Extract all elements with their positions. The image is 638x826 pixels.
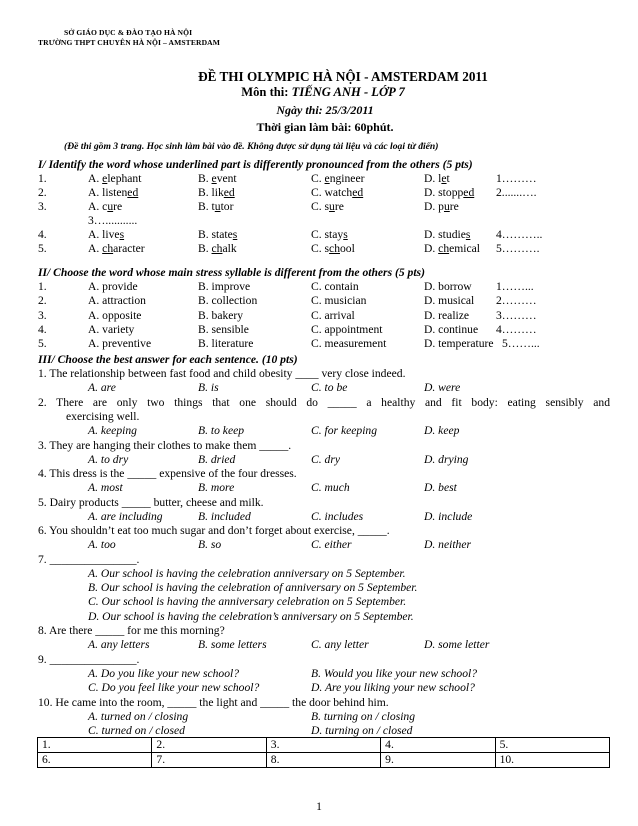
answer-blank: 5………. <box>496 242 540 255</box>
section1-heading: I/ Identify the word whose underlined part is differently pronounced from the others (5 pts) <box>38 158 473 171</box>
underlined-part: ed <box>463 186 475 199</box>
option-a <box>88 200 122 214</box>
answer-row <box>38 753 610 768</box>
option-c: C. includes <box>311 510 364 523</box>
option-b: B. bakery <box>198 308 244 322</box>
option-d <box>424 242 480 256</box>
option-text: emical <box>449 242 481 255</box>
question-text: 10. He came into the room, _____ the light and _____ the door behind him. <box>38 696 389 709</box>
options-row <box>0 481 638 495</box>
option-c: C. much <box>311 481 350 494</box>
option-text: A. c <box>88 200 108 213</box>
option-text: D. stopp <box>424 186 464 199</box>
question-number: 3. <box>38 200 47 213</box>
question-row <box>0 337 638 351</box>
option-a: A. provide <box>88 280 138 293</box>
answer-blank: 4……… <box>496 322 537 336</box>
section2-heading: II/ Choose the word whose main stress syllable is different from the others (5 pts) <box>38 266 425 279</box>
option-b: B. dried <box>198 453 236 466</box>
question-number: 5. <box>38 337 47 351</box>
options-row <box>0 638 638 652</box>
answer-blank: 2.......…. <box>496 186 537 199</box>
answer-cell: 9. <box>381 753 495 768</box>
answer-cell: 3. <box>266 738 380 753</box>
option-a: A. are including <box>88 510 163 523</box>
option-text: ngineer <box>329 172 365 185</box>
option-a: A. most <box>88 481 123 494</box>
option-text: B. <box>198 172 212 185</box>
option-b: B. some letters <box>198 638 267 651</box>
option-c: C. dry <box>311 453 340 466</box>
option-c: C. turned on / closed <box>88 724 185 737</box>
option-text: D. p <box>424 200 444 213</box>
option-a: A. variety <box>88 322 135 336</box>
option-a <box>88 172 141 186</box>
option-c: C. for keeping <box>311 424 378 437</box>
underlined-part: u <box>329 200 335 213</box>
page-number: 1 <box>316 800 322 813</box>
exam-subject <box>0 86 638 100</box>
answer-blank: 2……… <box>496 294 537 308</box>
answer-cell: 10. <box>495 753 609 768</box>
option-b <box>198 172 237 186</box>
option-b: B. so <box>198 538 222 551</box>
options-row <box>0 538 638 552</box>
option-text: B. <box>198 242 212 255</box>
question-text: 9. _______________. <box>38 653 140 666</box>
option-b: B. literature <box>198 337 254 351</box>
answer-blank: 1……… <box>496 172 537 185</box>
question-row <box>0 242 638 256</box>
option-a <box>88 186 138 200</box>
option-b: B. Would you like your new school? <box>311 667 478 680</box>
underlined-part: ch <box>211 242 223 255</box>
question-row <box>0 200 638 214</box>
answer-cell: 6. <box>38 753 152 768</box>
option-a: A. Our school is having the celebration anniversary on 5 September. <box>88 567 406 580</box>
question-number: 3. <box>38 308 47 322</box>
option-d: D. musical <box>424 294 475 308</box>
option-b <box>198 242 237 256</box>
option-b: B. sensible <box>198 322 249 336</box>
option-c: C. appointment <box>311 322 383 336</box>
underlined-part: e <box>211 172 217 185</box>
option-b <box>198 186 235 200</box>
option-d: D. neither <box>424 538 472 551</box>
header-department: SỞ GIÁO DỤC & ĐÀO TẠO HÀ NỘI <box>64 28 193 37</box>
question-text: 3. They are hanging their clothes to make them _____. <box>38 439 292 452</box>
option-a <box>88 242 145 256</box>
option-b: B. turning on / closing <box>311 710 416 723</box>
option-d <box>424 228 470 242</box>
option-b: B. more <box>198 481 235 494</box>
option-c: C. musician <box>311 294 367 308</box>
option-text: C. <box>311 172 325 185</box>
option-text: A. live <box>88 228 120 241</box>
answer-cell: 1. <box>38 738 152 753</box>
question-number: 4. <box>38 322 47 336</box>
option-text: D. <box>424 242 439 255</box>
question-number: 2. <box>38 186 47 199</box>
option-c <box>311 172 364 186</box>
question-row <box>0 280 638 294</box>
option-c: C. to be <box>311 381 348 394</box>
option-text: B. lik <box>198 186 224 199</box>
option-c <box>311 186 363 200</box>
option-b: B. collection <box>198 294 258 308</box>
option-d: D. borrow <box>424 280 472 293</box>
question-number: 1. <box>38 280 47 293</box>
underlined-part: e <box>324 172 330 185</box>
option-a: A. to dry <box>88 453 129 466</box>
option-d <box>424 172 450 186</box>
option-a: A. too <box>88 538 116 551</box>
answer-blank-3 <box>0 214 638 228</box>
option-c: C. contain <box>311 280 359 293</box>
option-text: B. state <box>198 228 233 241</box>
option-c: C. arrival <box>311 308 355 322</box>
option-c <box>311 242 355 256</box>
options-row <box>0 381 638 395</box>
option-text: D. studie <box>424 228 466 241</box>
answer-cell: 5. <box>495 738 609 753</box>
option-text: re <box>449 200 459 213</box>
question-row <box>0 309 638 323</box>
option-d: D. temperature <box>424 337 494 351</box>
section3-heading: III/ Choose the best answer for each sentence. (10 pts) <box>38 353 298 366</box>
option-text: A. <box>88 172 103 185</box>
answer-row <box>38 738 610 753</box>
option-text: re <box>334 200 344 213</box>
option-a: A. preventive <box>88 337 152 351</box>
underlined-part: ed <box>352 186 364 199</box>
option-text: t <box>446 172 450 185</box>
option-text: lephant <box>107 172 142 185</box>
option-d: D. best <box>424 481 457 494</box>
option-d: D. drying <box>424 453 469 466</box>
option-d <box>424 200 459 214</box>
answer-blank: 4……….. <box>496 228 543 241</box>
option-text: D. l <box>424 172 442 185</box>
answer-blank: 3……… <box>496 308 537 322</box>
option-d: D. Are you liking your new school? <box>311 681 475 694</box>
option-text: B. t <box>198 200 215 213</box>
question-text: 4. This dress is the _____ expensive of the four dresses. <box>38 467 297 480</box>
question-text: 5. Dairy products _____ butter, cheese and milk. <box>38 496 264 509</box>
question-number: 1. <box>38 172 47 185</box>
option-b <box>198 200 233 214</box>
option-a: A. Do you like your new school? <box>88 667 240 680</box>
underlined-part: u <box>214 200 221 213</box>
underlined-part: ch <box>329 242 340 255</box>
underlined-part: ed <box>127 186 139 199</box>
question-number: 5. <box>38 242 47 255</box>
option-a: A. turned on / closing <box>88 710 189 723</box>
option-d: D. include <box>424 510 473 523</box>
option-a: A. attraction <box>88 294 146 308</box>
question-text: exercising well. <box>66 410 140 423</box>
option-c <box>311 228 348 242</box>
option-c: C. Our school is having the anniversary celebration on 5 September. <box>88 595 407 609</box>
underlined-part: u <box>107 200 114 213</box>
question-text: 8. Are there _____ for me this morning? <box>38 624 225 637</box>
options-row <box>0 453 638 467</box>
option-text: A. <box>88 242 103 255</box>
subject-label: Môn thi: <box>241 85 289 99</box>
answer-blank: 3…........... <box>88 214 138 227</box>
answer-blank: 5……... <box>502 337 540 351</box>
question-row <box>0 294 638 308</box>
option-text: alk <box>222 242 237 255</box>
option-c: C. Do you feel like your new school? <box>88 681 260 694</box>
option-text: C. s <box>311 242 330 255</box>
exam-title: ĐỀ THI OLYMPIC HÀ NỘI - AMSTERDAM 2011 <box>198 69 488 84</box>
options-row <box>0 510 638 524</box>
answer-cell: 8. <box>266 753 380 768</box>
option-b: B. included <box>198 510 251 523</box>
answer-cell: 7. <box>152 753 266 768</box>
option-text: C. watch <box>311 186 353 199</box>
option-d: D. turning on / closed <box>311 724 413 737</box>
subject-value: TIẾNG ANH - LỚP 7 <box>291 85 405 99</box>
option-b <box>198 228 237 242</box>
exam-date: Ngày thi: 25/3/2011 <box>276 103 374 117</box>
question-number: 4. <box>38 228 47 241</box>
question-text: 7. _______________. <box>38 553 140 566</box>
option-text: ool <box>340 242 355 255</box>
option-b: B. Our school is having the celebration of anniversary on 5 September. <box>88 581 418 595</box>
exam-note: (Đề thi gồm 3 trang. Học sinh làm bài vào đề. Không được sử dụng tài liệu và các loại từ điển) <box>64 141 439 152</box>
question-text: 1. The relationship between fast food and child obesity ____ very close indeed. <box>38 367 406 380</box>
options-row <box>0 424 638 438</box>
underlined-part: s <box>232 228 238 241</box>
option-d <box>424 186 474 200</box>
option-text: A. listen <box>88 186 128 199</box>
question-text: 6. You shouldn’t eat too much sugar and don’t forget about exercise, _____. <box>38 524 390 537</box>
option-a: A. are <box>88 381 116 394</box>
option-b: B. to keep <box>198 424 245 437</box>
underlined-part: s <box>343 228 348 241</box>
option-d: D. were <box>424 381 461 394</box>
question-text: 2. There are only two things that one should do _____ a healthy and fit body: eating sensibly and <box>38 396 610 409</box>
answer-cell: 2. <box>152 738 266 753</box>
answer-cell: 4. <box>381 738 495 753</box>
option-d: D. continue <box>424 322 479 336</box>
underlined-part: ch <box>102 242 114 255</box>
option-c <box>311 200 344 214</box>
option-a: A. keeping <box>88 424 137 437</box>
option-text: aracter <box>113 242 145 255</box>
option-text: vent <box>216 172 237 185</box>
option-text: tor <box>220 200 234 213</box>
option-a: A. any letters <box>88 638 150 651</box>
question-row <box>0 323 638 337</box>
option-b: B. is <box>198 381 219 394</box>
option-d: D. Our school is having the celebration’s anniversary on 5 September. <box>88 609 414 623</box>
exam-duration: Thời gian làm bài: 60phút. <box>256 120 394 134</box>
answer-blank: 1……... <box>496 280 534 293</box>
option-d: D. realize <box>424 308 470 322</box>
option-text: C. s <box>311 200 330 213</box>
option-d: D. keep <box>424 424 460 437</box>
option-text: C. stay <box>311 228 344 241</box>
option-b: B. improve <box>198 280 251 293</box>
answer-table <box>37 737 610 768</box>
underlined-part: s <box>119 228 125 241</box>
underlined-part: s <box>465 228 471 241</box>
question-row <box>0 228 638 242</box>
header-school: TRƯỜNG THPT CHUYÊN HÀ NỘI – AMSTERDAM <box>38 38 221 47</box>
underlined-part: e <box>102 172 108 185</box>
question-row <box>0 172 638 186</box>
option-c: C. any letter <box>311 638 369 651</box>
option-text: re <box>113 200 123 213</box>
option-a <box>88 228 124 242</box>
underlined-part: e <box>441 172 447 185</box>
option-c: C. either <box>311 538 352 551</box>
underlined-part: u <box>443 200 450 213</box>
question-number: 2. <box>38 294 47 308</box>
question-row <box>0 186 638 200</box>
option-a: A. opposite <box>88 308 142 322</box>
option-c: C. measurement <box>311 337 387 351</box>
underlined-part: ch <box>438 242 450 255</box>
option-d: D. some letter <box>424 638 490 651</box>
underlined-part: ed <box>223 186 235 199</box>
